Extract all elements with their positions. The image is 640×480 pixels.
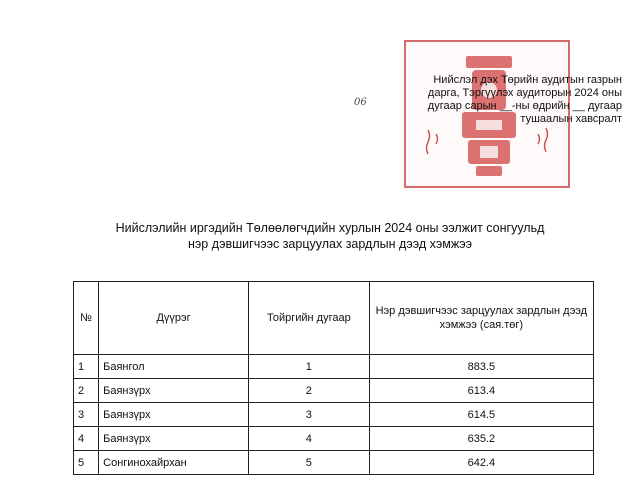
- cell-expense: 635.2: [369, 427, 593, 451]
- handwritten-day: 06: [354, 97, 367, 108]
- cell-constituency: 5: [249, 451, 370, 475]
- cell-no: 5: [74, 451, 99, 475]
- approval-line-2: дарга, Тэргүүлэх аудиторын 2024 оны: [427, 87, 622, 99]
- table-row: [74, 451, 594, 475]
- cell-no: 2: [74, 379, 99, 403]
- cell-district: Баянзүрх: [99, 403, 249, 427]
- approval-block: [340, 74, 622, 126]
- table-header-row: [74, 282, 594, 355]
- cell-no: 3: [74, 403, 99, 427]
- approval-line-4: тушаалын хавсралт: [520, 113, 622, 125]
- header-constituency: Тойргийн дугаар: [249, 282, 370, 355]
- cell-constituency: 3: [249, 403, 370, 427]
- table-row: [74, 379, 594, 403]
- cell-expense: 642.4: [369, 451, 593, 475]
- cell-expense: 613.4: [369, 379, 593, 403]
- approval-line-3: дугаар сарын __-ны өдрийн __ дугаар: [427, 100, 622, 112]
- approval-line-1: Нийслэл дэх Төрийн аудитын газрын: [433, 74, 622, 86]
- cell-constituency: 4: [249, 427, 370, 451]
- cell-district: Баянзүрх: [99, 427, 249, 451]
- cell-constituency: 2: [249, 379, 370, 403]
- cell-expense: 883.5: [369, 355, 593, 379]
- table-row: [74, 427, 594, 451]
- cell-district: Баянзүрх: [99, 379, 249, 403]
- table-row: [74, 403, 594, 427]
- cell-no: 1: [74, 355, 99, 379]
- header-district: Дүүрэг: [99, 282, 249, 355]
- expense-table: [73, 281, 594, 475]
- cell-district: Сонгинохайрхан: [99, 451, 249, 475]
- document-title: [60, 220, 600, 252]
- header-no: №: [74, 282, 99, 355]
- title-line-2: нэр дэвшигчээс зарцуулах зардлын дээд хэмжээ: [187, 237, 473, 251]
- header-expense: Нэр дэвшигчээс зарцуулах зардлын дээд хэмжээ (сая.төг): [369, 282, 593, 355]
- table-row: [74, 355, 594, 379]
- cell-no: 4: [74, 427, 99, 451]
- title-line-1: Нийслэлийн иргэдийн Төлөөлөгчдийн хурлын 2024 оны ээлжит сонгуульд: [115, 221, 545, 235]
- cell-district: Баянгол: [99, 355, 249, 379]
- cell-constituency: 1: [249, 355, 370, 379]
- cell-expense: 614.5: [369, 403, 593, 427]
